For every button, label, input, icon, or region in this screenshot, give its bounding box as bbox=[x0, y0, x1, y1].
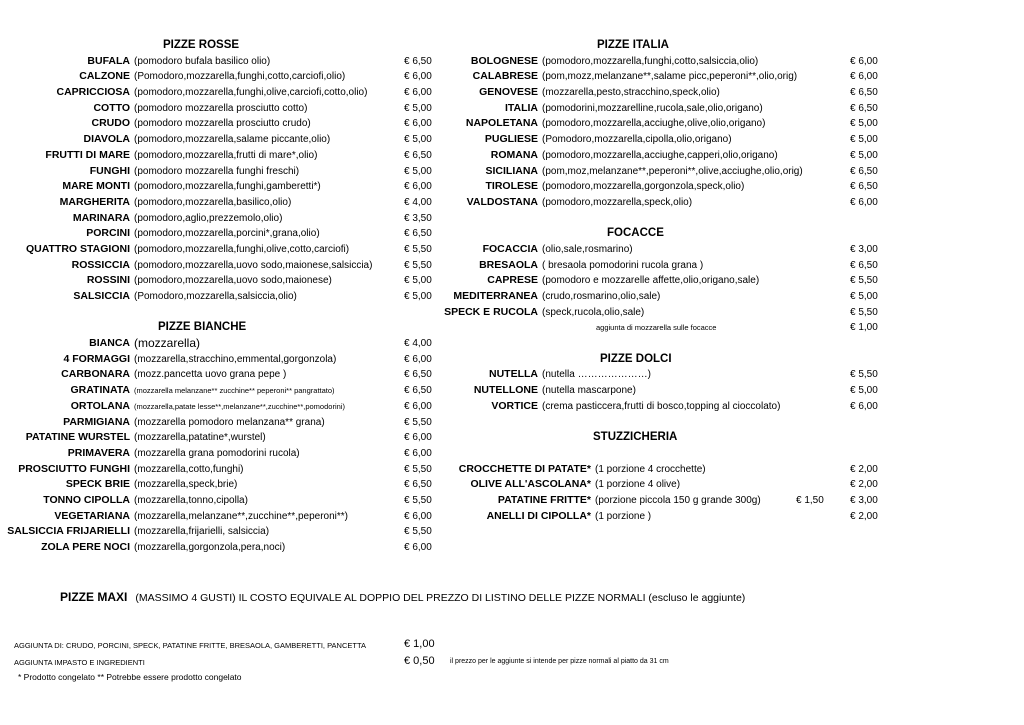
menu-item bbox=[0, 273, 450, 289]
menu-item bbox=[450, 195, 1024, 211]
menu-item-price: € 6,00 bbox=[404, 71, 432, 83]
menu-item-price: € 5,50 bbox=[404, 463, 432, 475]
menu-item-name: CAPRESE bbox=[487, 274, 538, 287]
menu-item-description: (pomodoro,mozzarella,acciughe,olive,olio,origano) bbox=[542, 118, 766, 130]
menu-item-name: VEGETARIANA bbox=[54, 509, 130, 522]
menu-item-name: VALDOSTANA bbox=[466, 195, 538, 208]
menu-item bbox=[0, 352, 450, 368]
menu-item-price: € 5,00 bbox=[404, 165, 432, 177]
menu-item bbox=[450, 54, 1024, 70]
menu-item-description: (mozzarella grana pomodorini rucola) bbox=[134, 447, 300, 459]
menu-item-price: € 5,50 bbox=[404, 243, 432, 255]
menu-item-name: OLIVE ALL'ASCOLANA* bbox=[470, 478, 591, 491]
menu-item-price: € 2,00 bbox=[850, 510, 878, 522]
menu-item-price: € 6,00 bbox=[404, 118, 432, 130]
menu-item-name: ORTOLANA bbox=[70, 399, 130, 412]
menu-item-name: VORTICE bbox=[491, 399, 538, 412]
menu-item-price: € 6,00 bbox=[850, 196, 878, 208]
menu-item-name: SICILIANA bbox=[485, 164, 538, 177]
section-stuzzicheria-title bbox=[450, 430, 1024, 446]
menu-item-price: € 6,00 bbox=[404, 447, 432, 459]
menu-item-description: (mozzarella,frijarielli, salsiccia) bbox=[134, 526, 270, 538]
menu-item bbox=[0, 493, 450, 509]
menu-item-name: CARBONARA bbox=[61, 368, 130, 381]
menu-item bbox=[0, 336, 450, 352]
menu-item-description: (mozzarella,cotto,funghi) bbox=[134, 463, 244, 475]
focacce-list bbox=[444, 242, 1024, 320]
menu-item bbox=[450, 69, 1024, 85]
spacer bbox=[450, 415, 1024, 431]
menu-item bbox=[0, 54, 450, 70]
section-pizze-bianche-title bbox=[0, 320, 450, 336]
menu-item bbox=[0, 179, 450, 195]
menu-item bbox=[444, 305, 1024, 321]
stuzzicheria-heading: STUZZICHERIA bbox=[593, 431, 678, 444]
menu-item-description: (speck,rucola,olio,sale) bbox=[542, 306, 645, 318]
menu-item-description: (pomodoro,mozzarella,basilico,olio) bbox=[134, 196, 292, 208]
menu-item bbox=[450, 116, 1024, 132]
addon1-text: AGGIUNTA DI: CRUDO, PORCINI, SPECK, PATATINE FRITTE, BRESAOLA, GAMBERETTI, PANCETTA bbox=[14, 641, 366, 650]
menu-item bbox=[0, 383, 450, 399]
menu-item-name: ZOLA PERE NOCI bbox=[41, 541, 130, 553]
menu-item-description: (pomodoro,mozzarella,uovo sodo,maionese,salsiccia) bbox=[134, 259, 373, 271]
menu-item-name: BUFALA bbox=[87, 54, 130, 67]
menu-item-description: (1 porzione 4 crocchette) bbox=[595, 463, 706, 475]
pizze-rosse-list bbox=[0, 54, 450, 305]
menu-item-price: € 4,00 bbox=[404, 196, 432, 208]
menu-item-price: € 5,00 bbox=[850, 118, 878, 130]
menu-item-price: € 5,50 bbox=[850, 369, 878, 381]
focacce-addon-price: € 1,00 bbox=[850, 322, 878, 334]
menu-item-price: € 6,00 bbox=[850, 400, 878, 412]
menu-item-description: (crudo,rosmarino,olio,sale) bbox=[542, 291, 661, 302]
menu-item bbox=[0, 101, 450, 117]
menu-item-price: € 6,50 bbox=[404, 369, 432, 381]
menu-item-price: € 5,00 bbox=[404, 291, 432, 302]
menu-item-description: (pomodoro,mozzarella,funghi,olive,carciofi,cotto,olio) bbox=[134, 87, 368, 99]
menu-item-name: NUTELLA bbox=[489, 368, 538, 381]
menu-item bbox=[0, 540, 450, 556]
menu-item-description: (pomodoro mozzarella funghi freschi) bbox=[134, 165, 300, 177]
menu-item-name: COTTO bbox=[93, 101, 130, 114]
menu-item bbox=[0, 258, 450, 274]
menu-item-price: € 2,00 bbox=[850, 479, 878, 491]
menu-item-name: BIANCA bbox=[89, 337, 130, 350]
menu-item-description: (mozzarella melanzane** zucchine** peperoni** pangrattato) bbox=[134, 386, 335, 396]
pizze-dolci-list bbox=[450, 367, 1024, 414]
menu-item-description: (pomodoro,mozzarella,speck,olio) bbox=[542, 196, 693, 208]
menu-item-name: GRATINATA bbox=[70, 384, 130, 397]
menu-item-price: € 5,00 bbox=[404, 102, 432, 114]
menu-item bbox=[450, 101, 1024, 117]
section-pizze-italia-title bbox=[450, 38, 1024, 54]
menu-item-price: € 2,00 bbox=[850, 463, 878, 475]
focacce-addon-row bbox=[450, 320, 1024, 336]
menu-item bbox=[450, 493, 1024, 509]
menu-item bbox=[450, 258, 1024, 274]
pizze-italia-heading: PIZZE ITALIA bbox=[597, 39, 669, 51]
menu-item-name: TONNO CIPOLLA bbox=[43, 493, 130, 506]
menu-item bbox=[0, 195, 450, 211]
addon2-price: € 0,50 bbox=[404, 655, 435, 667]
menu-item bbox=[450, 85, 1024, 101]
menu-item bbox=[0, 85, 450, 101]
menu-item-name: PRIMAVERA bbox=[67, 446, 130, 459]
menu-item-description: (pomodoro,mozzarella,frutti di mare*,olio) bbox=[134, 149, 318, 161]
menu-item-name: SALSICCIA bbox=[73, 290, 130, 302]
spacer bbox=[0, 305, 450, 321]
menu-item bbox=[0, 524, 450, 540]
menu-item-description: (pomodoro,mozzarella,funghi,olive,cotto,carciofi) bbox=[134, 243, 350, 255]
menu-item-price: € 5,50 bbox=[850, 275, 878, 287]
menu-item-name: MARGHERITA bbox=[59, 195, 130, 208]
menu-item-name: QUATTRO STAGIONI bbox=[25, 242, 130, 255]
menu-item-price: € 4,00 bbox=[404, 338, 432, 350]
menu-item bbox=[450, 132, 1024, 148]
menu-item-description: (crema pasticcera,frutti di bosco,topping al cioccolato) bbox=[542, 400, 781, 412]
menu-item-description: (nutella …………………) bbox=[542, 369, 651, 381]
menu-item-name: TIROLESE bbox=[485, 180, 538, 193]
pizze-bianche-heading: PIZZE BIANCHE bbox=[158, 321, 247, 334]
menu-item-price: € 6,00 bbox=[404, 400, 432, 412]
menu-item-name: MARINARA bbox=[72, 211, 130, 224]
focacce-heading: FOCACCE bbox=[607, 227, 664, 240]
menu-item-name: CALZONE bbox=[79, 70, 130, 83]
menu-item bbox=[450, 399, 1024, 415]
menu-item-price: € 6,00 bbox=[404, 432, 432, 444]
pizze-rosse-heading: PIZZE ROSSE bbox=[163, 39, 240, 51]
menu-item-name: ROMANA bbox=[490, 148, 538, 161]
menu-item-description: (mozzarella,gorgonzola,pera,noci) bbox=[134, 542, 286, 553]
stuzzicheria-list bbox=[450, 462, 1024, 525]
menu-item-description: (mozz.pancetta uovo grana pepe ) bbox=[134, 369, 287, 381]
menu-item bbox=[450, 367, 1024, 383]
menu-item bbox=[0, 446, 450, 462]
menu-item-price: € 6,50 bbox=[404, 479, 432, 491]
addon2-text: AGGIUNTA IMPASTO E INGREDIENTI bbox=[14, 658, 145, 667]
menu-item-description: (pom,mozz,melanzane**,salame picc,peperoni**,olio,orig) bbox=[542, 71, 798, 83]
menu-item-name: BOLOGNESE bbox=[470, 54, 538, 67]
menu-item-price: € 3,00 bbox=[850, 494, 878, 506]
menu-item-description: (pomodoro,mozzarella,uovo sodo,maionese) bbox=[134, 275, 332, 287]
menu-item-name: PARMIGIANA bbox=[63, 415, 130, 428]
menu-item-description: (olio,sale,rosmarino) bbox=[542, 243, 633, 255]
menu-item-price: € 6,50 bbox=[404, 55, 432, 67]
menu-item-description: (mozzarella,tonno,cipolla) bbox=[134, 494, 248, 506]
spacer bbox=[450, 211, 1024, 227]
menu-item-name: SPECK BRIE bbox=[65, 478, 130, 491]
menu-item bbox=[0, 289, 450, 305]
menu-item bbox=[0, 477, 450, 493]
menu-item-description: (pomodorini,mozzarelline,rucola,sale,olio,origano) bbox=[542, 102, 763, 114]
menu-item-price: € 5,50 bbox=[404, 416, 432, 428]
menu-item-price: € 5,50 bbox=[850, 306, 878, 318]
menu-item bbox=[450, 383, 1024, 399]
menu-item-price: € 3,50 bbox=[404, 212, 432, 224]
menu-item-name: PATATINE WURSTEL bbox=[25, 431, 130, 444]
menu-item bbox=[0, 116, 450, 132]
menu-item bbox=[0, 367, 450, 383]
menu-item-name: NUTELLONE bbox=[473, 384, 538, 397]
menu-item-price: € 5,50 bbox=[404, 494, 432, 506]
right-column bbox=[444, 38, 1024, 524]
menu-item-description: (pomodoro,mozzarella,gorgonzola,speck,olio) bbox=[542, 181, 745, 193]
menu-item bbox=[0, 164, 450, 180]
pizze-maxi-label: PIZZE MAXI bbox=[60, 590, 128, 604]
menu-item-description: (porzione piccola 150 g grande 300g) bbox=[595, 494, 761, 506]
menu-item-description: (pomodoro,mozzarella,acciughe,capperi,olio,origano) bbox=[542, 149, 778, 161]
menu-item-name: FUNGHI bbox=[89, 164, 130, 177]
menu-item-name: NAPOLETANA bbox=[465, 117, 538, 130]
menu-item bbox=[450, 509, 1024, 525]
menu-item-name: SPECK E RUCOLA bbox=[444, 305, 538, 318]
menu-item bbox=[0, 132, 450, 148]
menu-item bbox=[0, 415, 450, 431]
menu-item-price: € 6,00 bbox=[404, 542, 432, 553]
menu-item bbox=[450, 148, 1024, 164]
menu-item-description: (Pomodoro,mozzarella,funghi,cotto,carciofi,olio) bbox=[134, 71, 346, 83]
spacer bbox=[450, 336, 1024, 352]
menu-item-description: (pomodoro mozzarella prosciutto crudo) bbox=[134, 118, 311, 130]
menu-item-description: (pomodoro,aglio,prezzemolo,olio) bbox=[134, 212, 283, 224]
menu-item-name: 4 FORMAGGI bbox=[63, 352, 130, 365]
section-focacce-title bbox=[450, 226, 1024, 242]
menu-item-name: CRUDO bbox=[91, 117, 130, 130]
menu-item-price: € 6,50 bbox=[850, 181, 878, 193]
menu-item-name: GENOVESE bbox=[479, 86, 538, 99]
menu-item-description: (1 porzione 4 olive) bbox=[595, 479, 681, 491]
addon1-price: € 1,00 bbox=[404, 638, 435, 650]
menu-item-price: € 6,00 bbox=[850, 71, 878, 83]
menu-item-description: ( bresaola pomodorini rucola grana ) bbox=[542, 259, 704, 271]
menu-item-name: FRUTTI DI MARE bbox=[45, 148, 130, 161]
menu-item-name: ROSSICCIA bbox=[71, 258, 130, 271]
menu-item-price: € 6,00 bbox=[404, 353, 432, 365]
menu-item-name: SALSICCIA FRIJARIELLI bbox=[7, 525, 130, 538]
menu-item bbox=[450, 242, 1024, 258]
menu-item-name: CALABRESE bbox=[472, 70, 538, 83]
menu-item-name: CAPRICCIOSA bbox=[56, 86, 130, 99]
menu-item-price: € 6,50 bbox=[404, 385, 432, 397]
menu-item-description: (mozzarella,patate lesse**,melanzane**,zucchine**,pomodorini) bbox=[134, 401, 345, 411]
menu-item-description: (1 porzione ) bbox=[595, 510, 652, 522]
menu-item-price: € 6,50 bbox=[404, 149, 432, 161]
menu-item-price: € 5,00 bbox=[404, 275, 432, 287]
menu-item-price-small: € 1,50 bbox=[796, 494, 824, 506]
pizze-dolci-heading: PIZZE DOLCI bbox=[600, 352, 672, 365]
menu-item-name: ANELLI DI CIPOLLA* bbox=[486, 509, 591, 522]
menu-item bbox=[450, 179, 1024, 195]
menu-item-description: (pomodoro,mozzarella,funghi,gamberetti*) bbox=[134, 181, 321, 193]
frozen-legend: * Prodotto congelato ** Potrebbe essere prodotto congelato bbox=[18, 672, 242, 682]
menu-item bbox=[0, 226, 450, 242]
menu-item bbox=[0, 399, 450, 415]
menu-item-description: (pomodoro e mozzarelle affette,olio,origano,sale) bbox=[542, 275, 760, 287]
menu-item-price: € 6,50 bbox=[850, 87, 878, 99]
menu-item-name: FOCACCIA bbox=[482, 242, 538, 255]
left-column bbox=[0, 38, 450, 556]
section-pizze-dolci-title bbox=[450, 352, 1024, 368]
menu-item-description: (mozzarella,patatine*,wurstel) bbox=[134, 432, 266, 444]
menu-item-price: € 6,50 bbox=[850, 102, 878, 114]
menu-item-name: PUGLIESE bbox=[484, 133, 538, 146]
menu-item bbox=[0, 242, 450, 258]
menu-item bbox=[0, 462, 450, 478]
menu-item-description: (pom,moz,melanzane**,peperoni**,olive,acciughe,olio,orig) bbox=[542, 165, 803, 177]
menu-item-description: (Pomodoro,mozzarella,salsiccia,olio) bbox=[134, 291, 297, 302]
menu-item-price: € 5,00 bbox=[850, 134, 878, 146]
menu-item-price: € 6,50 bbox=[404, 228, 432, 240]
menu-item bbox=[450, 477, 1024, 493]
menu-item-price: € 6,00 bbox=[404, 87, 432, 99]
menu-item-description: (mozzarella) bbox=[134, 336, 201, 351]
menu-item-price: € 5,50 bbox=[404, 259, 432, 271]
menu-item-description: (pomodoro,mozzarella,salame piccante,olio) bbox=[134, 134, 331, 146]
menu-item-name: PATATINE FRITTE* bbox=[497, 493, 591, 506]
menu-item-name: MARE MONTI bbox=[62, 180, 130, 193]
menu-item-name: CROCCHETTE DI PATATE* bbox=[458, 462, 591, 475]
pizze-bianche-list bbox=[0, 336, 450, 556]
menu-item-price: € 5,50 bbox=[404, 526, 432, 538]
menu-item bbox=[0, 211, 450, 227]
menu-item-name: ROSSINI bbox=[86, 274, 130, 287]
pizze-italia-list bbox=[450, 54, 1024, 211]
menu-item-description: (mozzarella,speck,brie) bbox=[134, 479, 238, 491]
menu-item-name: DIAVOLA bbox=[83, 133, 130, 146]
pizze-maxi-note bbox=[60, 590, 745, 604]
pizze-maxi-text: (MASSIMO 4 GUSTI) IL COSTO EQUIVALE AL DOPPIO DEL PREZZO DI LISTINO DELLE PIZZE NORMALI (escluso le aggiunte) bbox=[135, 592, 746, 604]
menu-item-price: € 6,00 bbox=[850, 55, 878, 67]
menu-item bbox=[450, 462, 1024, 478]
menu-item-price: € 5,00 bbox=[850, 149, 878, 161]
menu-item-price: € 5,00 bbox=[404, 134, 432, 146]
menu-item-description: (nutella mascarpone) bbox=[542, 385, 636, 397]
menu-item-description: (mozzarella,stracchino,emmental,gorgonzola) bbox=[134, 353, 337, 365]
section-pizze-rosse-title bbox=[0, 38, 450, 54]
menu-item-name: BRESAOLA bbox=[479, 258, 538, 271]
menu-item-price: € 6,00 bbox=[404, 181, 432, 193]
menu-item-name: PORCINI bbox=[86, 227, 130, 240]
menu-item bbox=[450, 273, 1024, 289]
menu-item-description: (pomodoro,mozzarella,porcini*,grana,olio) bbox=[134, 228, 320, 240]
menu-item-price: € 6,50 bbox=[850, 259, 878, 271]
menu-item-name: MEDITERRANEA bbox=[453, 290, 538, 302]
menu-item-description: (pomodoro mozzarella prosciutto cotto) bbox=[134, 102, 308, 114]
menu-item-description: (pomodoro,mozzarella,funghi,cotto,salsiccia,olio) bbox=[542, 55, 759, 67]
menu-item bbox=[0, 148, 450, 164]
menu-item-price: € 5,00 bbox=[850, 385, 878, 397]
menu-item-price: € 6,50 bbox=[850, 165, 878, 177]
menu-item-description: (pomodoro bufala basilico olio) bbox=[134, 55, 271, 67]
menu-item-name: ITALIA bbox=[504, 101, 538, 114]
addon2-note: il prezzo per le aggiunte si intende per pizze normali al piatto da 31 cm bbox=[450, 658, 669, 665]
menu-item-description: (Pomodoro,mozzarella,cipolla,olio,origano) bbox=[542, 134, 732, 146]
menu-item-description: (mozzarella,pesto,stracchino,speck,olio) bbox=[542, 87, 720, 99]
menu-item bbox=[450, 164, 1024, 180]
menu-item bbox=[0, 509, 450, 525]
menu-item-price: € 6,00 bbox=[404, 510, 432, 522]
menu-item bbox=[450, 289, 1024, 305]
menu-item-name: PROSCIUTTO FUNGHI bbox=[18, 462, 130, 475]
menu-item-price: € 3,00 bbox=[850, 243, 878, 255]
menu-item-price: € 5,00 bbox=[850, 291, 878, 302]
menu-item bbox=[0, 69, 450, 85]
focacce-addon-note: aggiunta di mozzarella sulle focacce bbox=[596, 323, 717, 333]
menu-item-description: (mozzarella pomodoro melanzana** grana) bbox=[134, 416, 325, 428]
menu-item-description: (mozzarella,melanzane**,zucchine**,peperoni**) bbox=[134, 510, 349, 522]
spacer bbox=[450, 446, 1024, 462]
menu-item bbox=[0, 430, 450, 446]
